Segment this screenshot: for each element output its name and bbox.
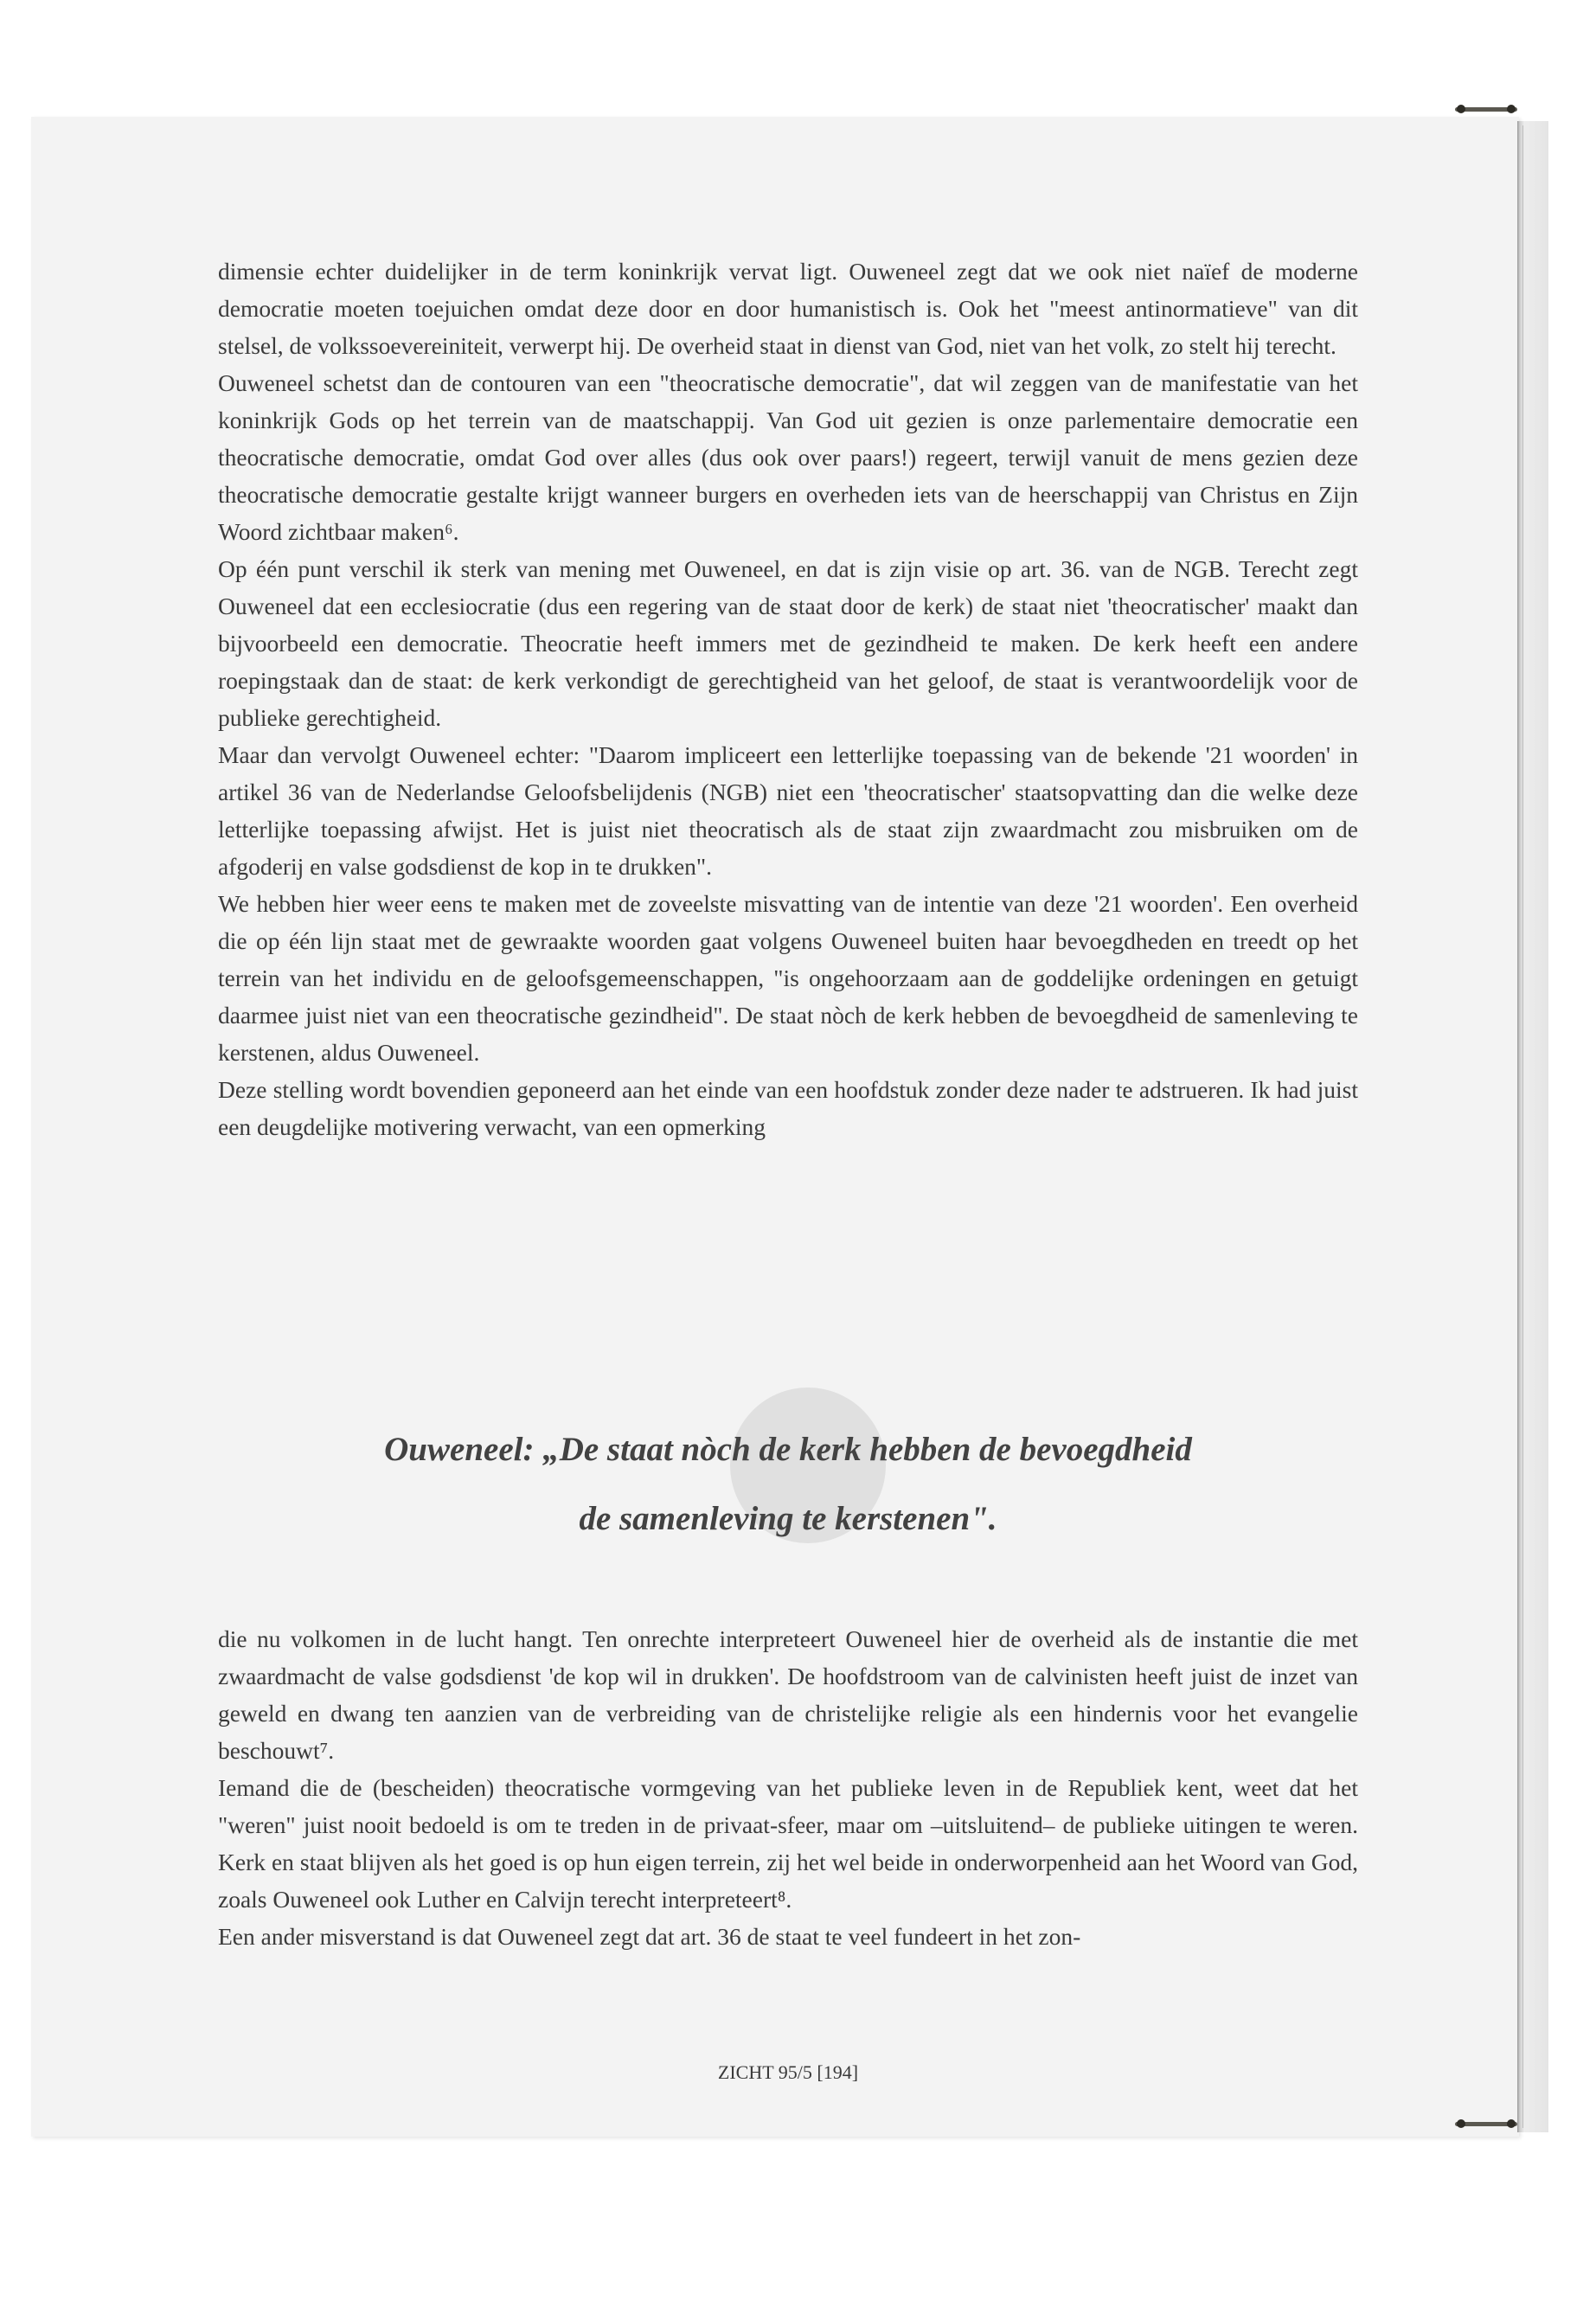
paragraph: Deze stelling wordt bovendien geponeerd aan het einde van een hoofdstuk zonder deze nader te adstrueren. Ik had juist een deugdelijke motivering verwacht, van een opmerking bbox=[218, 1076, 1358, 1140]
article-body-bottom bbox=[218, 1620, 1358, 1955]
paragraph: die nu volkomen in de lucht hangt. Ten onrechte interpreteert Ouweneel hier de overheid als de instantie die met zwaardmacht de valse godsdienst 'de kop wil in drukken'. De hoofdstroom van de calvinisten heeft juist de inzet van geweld en dwang ten aanzien van de verbreiding van de christelijke religie als een hindernis voor het evangelie beschouwt⁷. bbox=[218, 1625, 1358, 1764]
paragraph: dimensie echter duidelijker in de term koninkrijk vervat ligt. Ouweneel zegt dat we ook niet naïef de moderne democratie moeten toejuichen omdat deze door en door humanistisch is. Ook het "meest antinormatieve" van dit stelsel, de volkssoevereiniteit, verwerpt hij. De overheid staat in dienst van God, niet van het volk, zo stelt hij terecht. bbox=[218, 258, 1358, 359]
paragraph: Een ander misverstand is dat Ouweneel zegt dat art. 36 de staat te veel fundeert in het zon- bbox=[218, 1923, 1081, 1950]
paragraph: We hebben hier weer eens te maken met de zoveelste misvatting van de intentie van deze '21 woorden'. Een overheid die op één lijn staat met de gewraakte woorden gaat volgens Ouweneel buiten haar bevoegdheden en treedt op het terrein van het individu en de geloofsgemeenschappen, "is ongehoorzaam aan de goddelijke ordeningen en getuigt daarmee juist niet van een theocratische gezindheid". De staat nòch de kerk hebben de bevoegdheid de samenleving te kerstenen, aldus Ouweneel. bbox=[218, 890, 1358, 1066]
paragraph: Iemand die de (bescheiden) theocratische vormgeving van het publieke leven in de Republiek kent, weet dat het "weren" juist nooit bedoeld is om te treden in de privaat-sfeer, maar om –uitsluitend– de publieke uitingen te weren. Kerk en staat blijven als het goed is op hun eigen terrein, zij het wel beide in onderworpenheid aan het Woord van God, zoals Ouweneel ook Luther en Calvijn terecht interpreteert⁸. bbox=[218, 1774, 1358, 1913]
binder-clip-bottom bbox=[1455, 2122, 1517, 2126]
article-body-top bbox=[218, 253, 1358, 1145]
pull-quote bbox=[218, 1415, 1358, 1554]
paragraph: Op één punt verschil ik sterk van mening met Ouweneel, en dat is zijn visie op art. 36. van de NGB. Terecht zegt Ouweneel dat een ecclesiocratie (dus een regering van de staat door de kerk) de staat niet 'theocratischer' maakt dan bijvoorbeeld een democratie. Theocratie heeft immers met de gezindheid te maken. De kerk heeft een andere roepingstaak dan de staat: de kerk verkondigt de gerechtigheid van het geloof, de staat is verantwoordelijk voor de publieke gerechtigheid. bbox=[218, 555, 1358, 731]
binder-clip-top bbox=[1455, 107, 1517, 112]
pull-quote-line-1: Ouweneel: „De staat nòch de kerk hebben de bevoegdheid bbox=[384, 1431, 1192, 1468]
page-footer: ZICHT 95/5 [194] bbox=[717, 2061, 859, 2083]
page-edge-line bbox=[1522, 125, 1523, 2128]
pull-quote-line-2: de samenleving te kerstenen". bbox=[579, 1500, 997, 1537]
paragraph: Ouweneel schetst dan de contouren van een "theocratische democratie", dat wil zeggen van de manifestatie van het koninkrijk Gods op het terrein van de maatschappij. Van God uit gezien is onze parlementaire democratie een theocratische democratie, omdat God over alles (dus ook over paars!) regeert, terwijl vanuit de mens gezien deze theocratische democratie gestalte krijgt wanneer burgers en overheden iets van de heerschappij van Christus en Zijn Woord zichtbaar maken⁶. bbox=[218, 369, 1358, 545]
paragraph: Maar dan vervolgt Ouweneel echter: "Daarom impliceert een letterlijke toepassing van de bekende '21 woorden' in artikel 36 van de Nederlandse Geloofsbelijdenis (NGB) niet een 'theocratischer' staatsopvatting dan die welke deze letterlijke toepassing afwijst. Het is juist niet theocratisch als de staat zijn zwaardmacht zou misbruiken om de afgoderij en valse godsdienst de kop in te drukken". bbox=[218, 741, 1358, 880]
